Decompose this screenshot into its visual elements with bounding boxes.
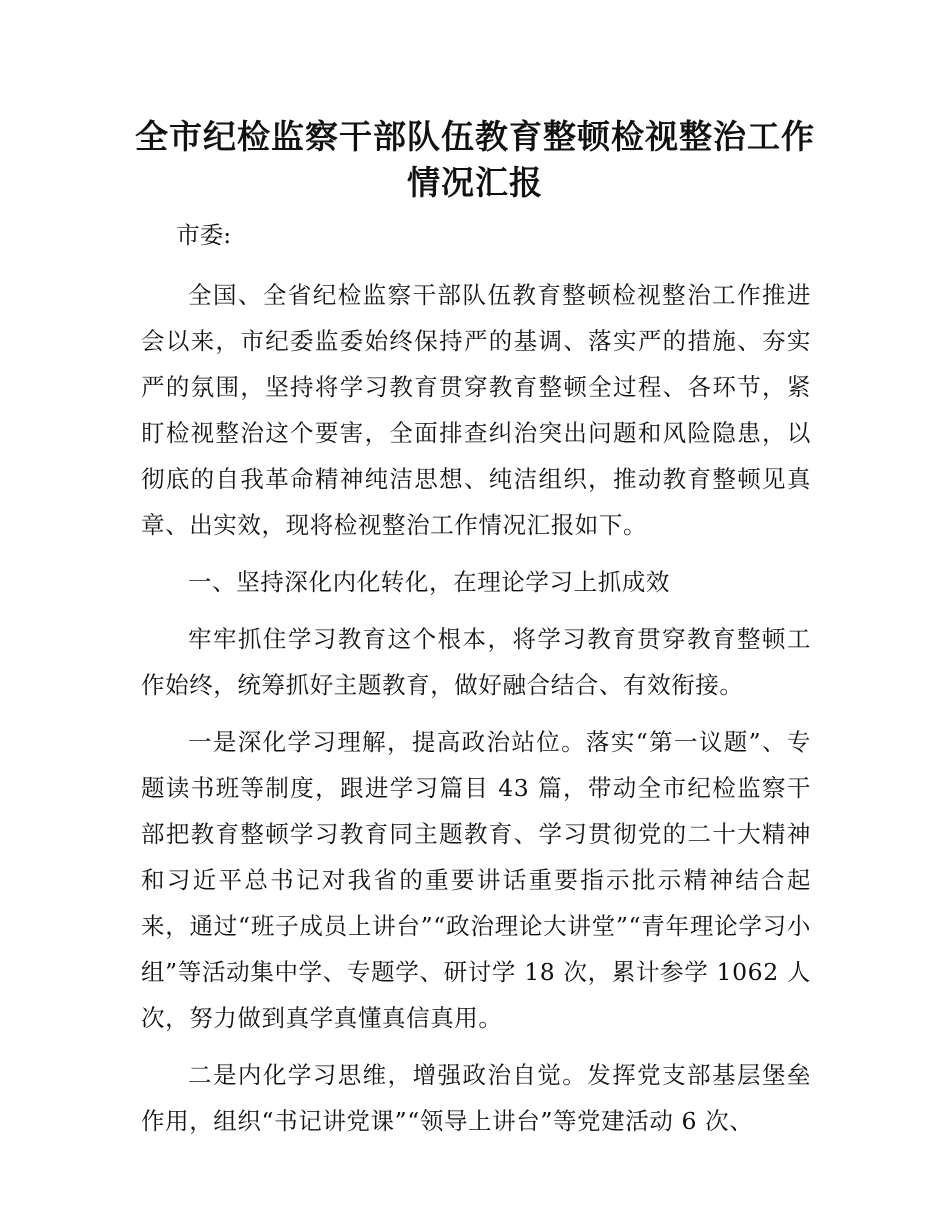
document-title-line-2: 情况汇报 xyxy=(407,163,543,202)
document-title-line-1: 全市纪检监察干部队伍教育整顿检视整治工作 xyxy=(135,117,815,156)
document-body xyxy=(141,212,811,1155)
paragraph-point-1: 一是深化学习理解，提高政治站位。落实“第一议题”、专题读书班等制度，跟进学习篇目 43 篇，带动全市纪检监察干部把教育整顿学习教育同主题教育、学习贯彻党的二十大精神和习近平总书记对我省的重要讲话重要指示批示精神结合起来，通过“班子成员上讲台”“政治理论大讲堂”“青年理论学习小组”等活动集中学、专题学、研讨学 18 次，累计参学 1062 人次，努力做到真学真懂真信真用。 xyxy=(141,728,811,1032)
salutation: 市委: xyxy=(176,221,232,249)
paragraph-point-2: 二是内化学习思维，增强政治自觉。发挥党支部基层堡垒作用，组织“书记讲党课”“领导上讲台”等党建活动 6 次、 xyxy=(141,1061,811,1135)
section-heading-1: 一、坚持深化内化转化，在理论学习上抓成效 xyxy=(188,568,670,596)
paragraph-section-1-summary: 牢牢抓住学习教育这个根本，将学习教育贯穿教育整顿工作始终，统筹抓好主题教育，做好融合结合、有效衔接。 xyxy=(141,625,811,699)
paragraph-intro: 全国、全省纪检监察干部队伍教育整顿检视整治工作推进会以来，市纪委监委始终保持严的基调、落实严的措施、夯实严的氛围，坚持将学习教育贯穿教育整顿全过程、各环节，紧盯检视整治这个要害，全面排查纠治突出问题和风险隐患，以彻底的自我革命精神纯洁思想、纯洁组织，推动教育整顿见真章、出实效，现将检视整治工作情况汇报如下。 xyxy=(141,281,811,539)
